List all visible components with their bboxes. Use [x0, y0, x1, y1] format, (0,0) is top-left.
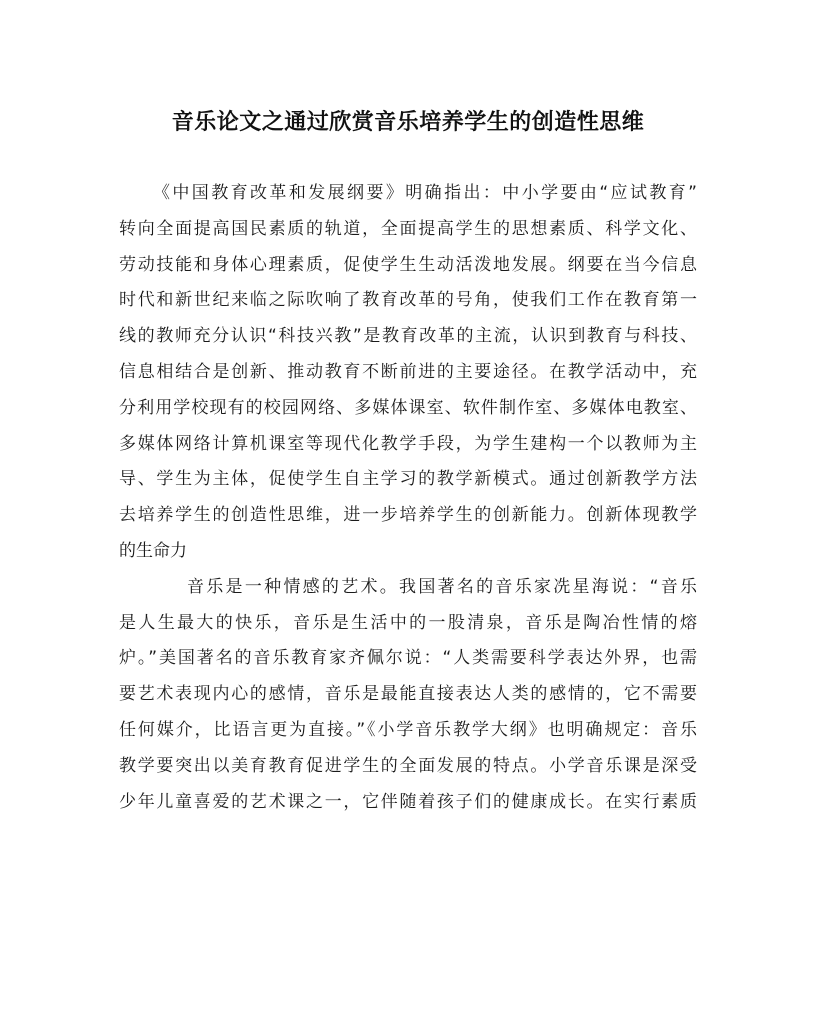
text-line: 任何媒介，比语言更为直接。”《小学音乐教学大纲》也明确规定：音乐 [119, 719, 697, 740]
paragraph-1 [119, 176, 697, 570]
text-line: 时代和新世纪来临之际吹响了教育改革的号角，使我们工作在教育第一 [119, 290, 697, 311]
text-line: 的生命力 [119, 540, 187, 561]
text-line: 导、学生为主体，促使学生自主学习的教学新模式。通过创新教学方法 [119, 469, 697, 490]
text-line: 去培养学生的创造性思维，进一步培养学生的创新能力。创新体现教学 [119, 505, 697, 526]
text-line: 炉。”美国著名的音乐教育家齐佩尔说：“人类需要科学表达外界，也需 [119, 648, 697, 669]
text-line: 转向全面提高国民素质的轨道，全面提高学生的思想素质、科学文化、 [119, 218, 697, 239]
text-line: 是人生最大的快乐，音乐是生活中的一股清泉，音乐是陶冶性情的熔 [119, 612, 697, 633]
text-line: 信息相结合是创新、推动教育不断前进的主要途径。在教学活动中，充 [119, 361, 697, 382]
text-line: 分利用学校现有的校园网络、多媒体课室、软件制作室、多媒体电教室、 [119, 397, 697, 418]
paragraph-2 [119, 570, 697, 821]
text-line: 多媒体网络计算机课室等现代化教学手段，为学生建构一个以教师为主 [119, 433, 697, 454]
text-line: 音乐是一种情感的艺术。我国著名的音乐家冼星海说：“音乐 [187, 576, 697, 597]
text-line: 少年儿童喜爱的艺术课之一，它伴随着孩子们的健康成长。在实行素质 [119, 791, 697, 812]
document-body [119, 176, 697, 820]
text-line: 要艺术表现内心的感情，音乐是最能直接表达人类的感情的，它不需要 [119, 684, 697, 705]
document-title: 音乐论文之通过欣赏音乐培养学生的创造性思维 [171, 109, 645, 135]
text-line: 《中国教育改革和发展纲要》明确指出：中小学要由“应试教育” [153, 183, 697, 203]
text-line: 教学要突出以美育教育促进学生的全面发展的特点。小学音乐课是深受 [119, 755, 697, 776]
text-line: 线的教师充分认识“科技兴教”是教育改革的主流，认识到教育与科技、 [119, 326, 697, 347]
text-line: 劳动技能和身体心理素质，促使学生生动活泼地发展。纲要在当今信息 [119, 254, 697, 275]
